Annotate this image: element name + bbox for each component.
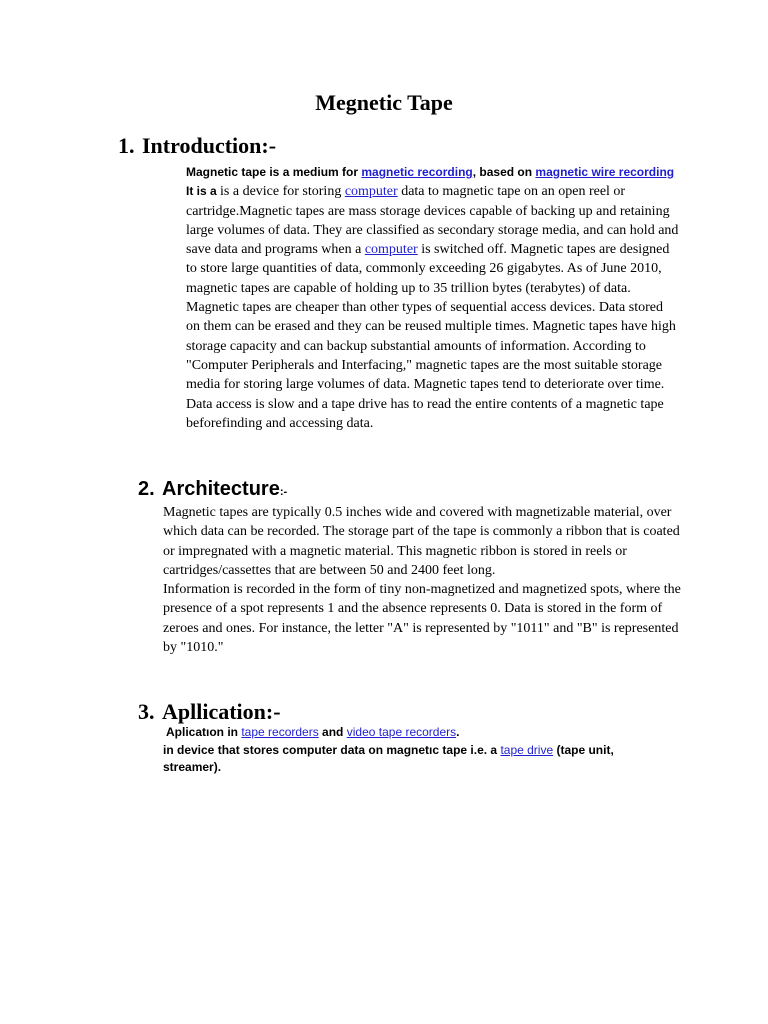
magnetic-recording-link[interactable]: magnetic recording — [361, 165, 473, 179]
section-number: 2. — [138, 478, 155, 500]
application-prefix: Aplicatıon in — [166, 725, 242, 739]
intro-body-text-2: data to magnetic tape on an open reel or cartridge.Magnetic tapes are mass storage devices capable of backing up and retaining large volumes of data. They are classified as secondary storage media, and can hold and save data and programs when a — [186, 184, 679, 258]
application-end-2: (tape unit, streamer). — [163, 742, 614, 774]
intro-body-text-3: is switched off. Magnetic tapes are designed to store large quantities of data, commonly exceeding 26 gigabytes. As of June 2010, magnetic tapes are capable of holding up to 35 trillion bytes (terabytes) of data. Magnetic tapes are cheaper than other types of sequential access devices. Data stored on them can be erased and they can be reused multiple times. Magnetic tapes have high storage capacity and can backup substantial amounts of information. According to "Computer Peripherals and Interfacing," magnetic tapes are the most suitable storage media for storing large volumes of data. Magnetic tapes tend to deteriorate over time. Data access is slow and a tape drive has to read the entire contents of a magnetic tape beforefinding and accessing data. — [186, 242, 676, 431]
section-title: Apllication:- — [162, 699, 281, 724]
page-title: Megnetic Tape — [315, 90, 453, 115]
application-line-2 — [163, 742, 663, 777]
application-mid: and — [318, 725, 347, 739]
architecture-paragraph-1: Magnetic tapes are typically 0.5 inches wide and covered with magnetizable material, over which data can be recorded. The storage part of the tape is commonly a ribbon that is coated or impregnated with a magnetic material. This magnetic ribbon is stored in reels or cartridges/cassettes that are between 50 and 2400 feet long. — [163, 505, 680, 578]
intro-lead-text-2: It is a — [186, 184, 221, 199]
section-heading-application — [138, 697, 281, 727]
introduction-paragraph — [186, 163, 680, 433]
computer-link[interactable]: computer — [344, 184, 398, 200]
section-title-suffix: :- — [279, 486, 288, 498]
architecture-paragraph-2: Information is recorded in the form of tiny non-magnetized and magnetized spots, where the presence of a spot represents 1 and the absence represents 0. Data is stored in the form of zeroes and ones. For instance, the letter "A" is represented by "1011" and "B" is represented by "1010." — [163, 582, 681, 656]
tape-drive-link[interactable]: tape drive — [500, 742, 554, 757]
video-tape-recorders-link[interactable]: video tape recorders — [346, 725, 457, 739]
computer-link-2[interactable]: computer — [364, 242, 418, 258]
application-end: . — [456, 725, 460, 739]
section-heading-introduction — [118, 131, 276, 161]
magnetic-wire-recording-link[interactable]: magnetic wire recording — [535, 165, 675, 179]
architecture-paragraph — [163, 503, 683, 657]
application-paragraph — [163, 724, 663, 777]
section-title: Architecture — [162, 478, 280, 500]
application-prefix-2: in device that stores computer data on magnetıc tape i.e. a — [163, 742, 501, 757]
tape-recorders-link[interactable]: tape recorders — [241, 725, 319, 739]
intro-mid-text: , based on — [472, 165, 536, 179]
application-line-1 — [163, 724, 663, 742]
intro-body-text: is a device for storing — [220, 184, 345, 200]
intro-lead-text: Magnetic tape is a medium for — [186, 165, 362, 179]
section-title: Introduction:- — [142, 133, 277, 158]
section-number: 1. — [118, 133, 135, 158]
section-number: 3. — [138, 699, 155, 724]
